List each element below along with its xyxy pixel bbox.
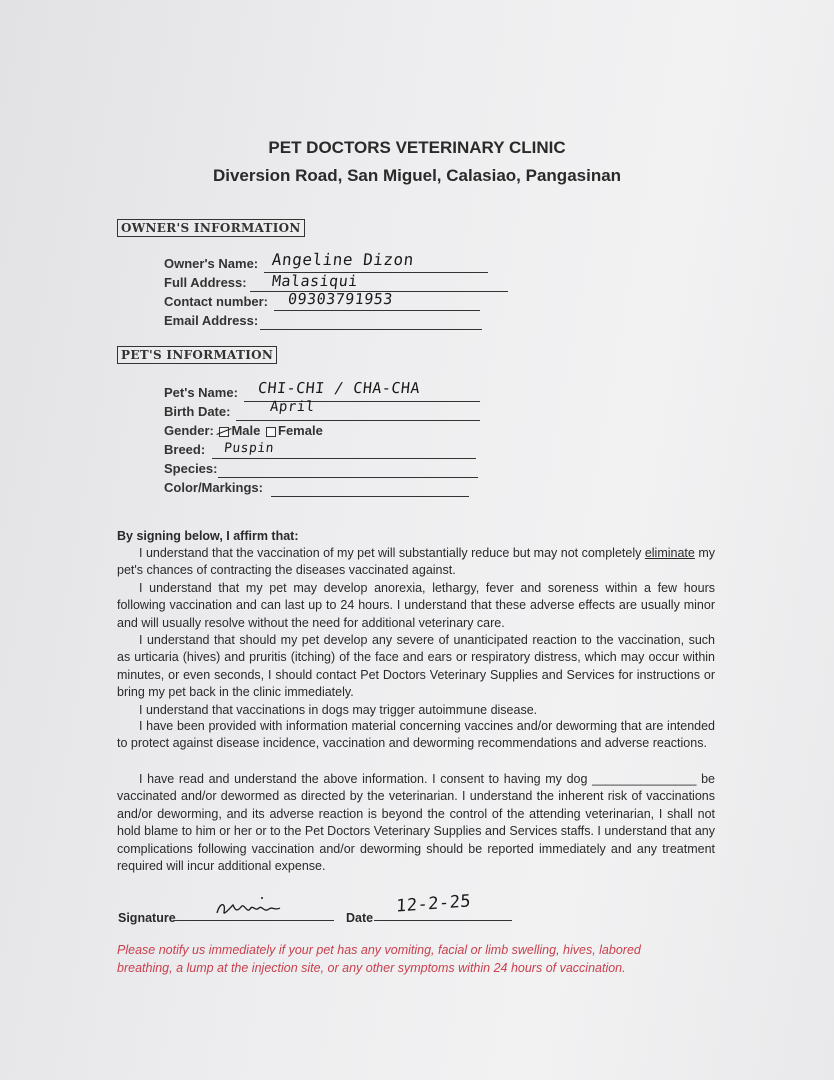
pet-color-field [164,480,263,498]
owner-contact-line[interactable] [274,310,480,311]
gender-female-checkbox[interactable] [266,427,276,437]
vaccination-notice: Please notify us immediately if your pet has any vomiting, facial or limb swelling, hives, labored breathing, a lump at the injection site, or any other symptoms within 24 hours of vaccination. [117,943,641,975]
owner-address-label: Full Address: [164,275,247,290]
owner-contact-value: 09303791953 [287,290,394,308]
pet-color-label: Color/Markings: [164,480,263,495]
signature-label: Signature [118,911,176,925]
pet-name-field [164,385,238,403]
affirmation-paragraph-1 [117,545,715,580]
gender-male-checkbox[interactable] [219,427,229,437]
gender-female-label: Female [278,423,323,438]
affirmation-title: By signing below, I affirm that: [117,529,299,543]
owner-address-field [164,275,247,293]
signature-scribble [214,896,284,920]
pet-breed-field [164,442,205,460]
p1-text-pre: I understand that the vaccination of my pet will substantially reduce but may not completely [139,546,645,560]
pet-species-field [164,461,217,479]
owner-name-field [164,256,258,274]
pet-breed-label: Breed: [164,442,206,457]
pet-birth-value: April [269,399,316,415]
pet-gender-label: Gender: [164,423,214,438]
pet-name-value: CHI-CHI / CHA-CHA [257,379,421,397]
affirmation-paragraph-6 [117,771,715,875]
p6-text-pre: I have read and understand the above information. I consent to having my dog [139,772,593,786]
gender-male-label: Male [231,423,261,438]
clinic-address: Diversion Road, San Miguel, Calasiao, Pangasinan [212,166,622,185]
pet-birth-field [164,404,230,422]
pet-gender-field [164,423,323,438]
owner-section-title: OWNER'S INFORMATION [117,219,305,237]
p1-text-post: my pet's chances of contracting the diseases vaccinated against. [117,546,715,578]
owner-address-value: Malasiqui [271,272,359,290]
affirmation-paragraph-2: I understand that my pet may develop anorexia, lethargy, fever and soreness within a few hours following vaccination and can last up to 24 hours. I understand that these adverse effects are usually minor and will usually resolve without the need for additional veterinary care. [117,581,715,630]
pet-species-label: Species: [164,461,218,476]
p6-text-post: be vaccinated and/or dewormed as directed by the veterinarian. I understand the inherent risk of vaccinations and/or deworming, and its adverse reaction is beyond the control of the attending veterinarian, I shall not hold blame to him or her or to the Pet Doctors Veterinary Supplies and Services staffs. I understand that any complications following vaccination and/or deworming should be reported immediately and any treatment required will incur additional expense. [117,772,715,874]
affirmation-paragraph-5: I have been provided with information material concerning vaccines and/or deworming that are intended to protect against disease incidence, vaccination and deworming recommendations and adverse reactions. [117,719,715,751]
clinic-name: PET DOCTORS VETERINARY CLINIC [268,138,566,157]
date-value: 12-2-25 [395,891,472,917]
affirmation-paragraph-4: I understand that vaccinations in dogs may trigger autoimmune disease. [139,703,538,717]
owner-contact-label: Contact number: [164,294,268,309]
pet-name-label: Pet's Name: [164,385,238,400]
owner-email-line[interactable] [260,329,482,330]
pet-breed-value: Puspin [223,441,275,456]
p1-underlined-word: eliminate [644,546,695,560]
pet-birth-label: Birth Date: [164,404,231,419]
date-label: Date [346,911,374,925]
pet-birth-line[interactable] [236,420,480,421]
affirmation-paragraph-3: I understand that should my pet develop any severe of unanticipated reaction to the vaccination, such as urticaria (hives) and pruritis (itching) of the face and ears or respiratory distress, which may occur within minutes, or even seconds, I should contact Pet Doctors Veterinary Supplies and Services for instructions or bring my pet back in the clinic immediately. [117,633,715,700]
owner-name-label: Owner's Name: [164,256,259,271]
pet-breed-line[interactable] [212,458,476,459]
pet-species-line[interactable] [218,477,478,478]
owner-email-label: Email Address: [164,313,259,328]
owner-name-value: Angeline Dizon [271,250,415,269]
pet-section-title: PET'S INFORMATION [117,346,277,364]
pet-color-line[interactable] [271,496,469,497]
owner-contact-field [164,294,268,312]
dog-name-blank[interactable]: _______________ [592,772,697,786]
owner-email-field [164,313,258,331]
